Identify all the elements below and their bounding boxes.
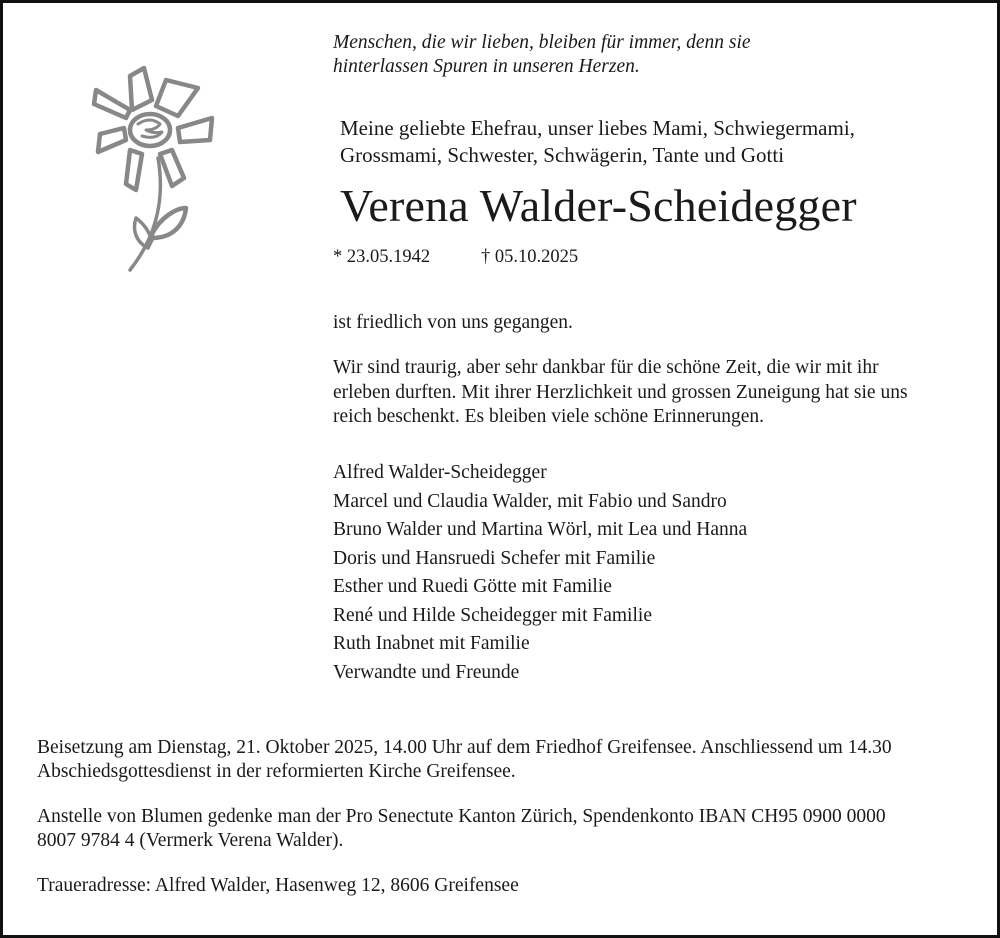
intro-text: [340, 115, 940, 169]
mourner-item: Esther und Ruedi Götte mit Familie: [333, 576, 612, 597]
funeral-line: Beisetzung am Dienstag, 21. Oktober 2025, 14.00 Uhr auf dem Friedhof Greifensee. Anschliessend um 14.30: [37, 737, 892, 758]
motto-quote: [333, 31, 893, 79]
deceased-name: Verena Walder-Scheidegger: [340, 180, 857, 231]
mourners-list: [333, 459, 973, 687]
notice-footer: [37, 736, 977, 919]
flower-center-swirl: [138, 120, 162, 137]
mourning-address: Traueradresse: Alfred Walder, Hasenweg 12, 8606 Greifensee: [37, 875, 519, 896]
life-dates: [333, 245, 579, 269]
donation-line: Anstelle von Blumen gedenke man der Pro Senectute Kanton Zürich, Spendenkonto IBAN CH95 0900 0000: [37, 806, 886, 827]
flower-petal: [126, 150, 142, 190]
mourner-item: Verwandte und Freunde: [333, 661, 520, 683]
intro-line: Meine geliebte Ehefrau, unser liebes Mami, Schwiegermami,: [340, 116, 855, 140]
mourner-item: Alfred Walder-Scheidegger: [333, 462, 547, 483]
flower-stem: [130, 158, 160, 270]
mourner-item: Ruth Inabnet mit Familie: [333, 633, 530, 654]
flower-petal: [130, 68, 152, 110]
flower-petal: [178, 118, 212, 142]
thanks-line: Wir sind traurig, aber sehr dankbar für die schöne Zeit, die wir mit ihr: [333, 357, 879, 378]
mourner-item: Bruno Walder und Martina Wörl, mit Lea und Hanna: [333, 519, 748, 540]
birth-date: * 23.05.1942: [333, 247, 431, 267]
flower-petal: [98, 128, 126, 152]
donation-line: 8007 9784 4 (Vermerk Verena Walder).: [37, 830, 344, 851]
motto-line: Menschen, die wir lieben, bleiben für immer, denn sie: [333, 32, 751, 53]
mourner-item: René und Hilde Scheidegger mit Familie: [333, 604, 652, 626]
flower-petal: [160, 150, 184, 186]
motto-line: hinterlassen Spuren in unseren Herzen.: [333, 56, 640, 77]
intro-line: Grossmami, Schwester, Schwägerin, Tante und Gotti: [340, 143, 785, 167]
death-date: † 05.10.2025: [481, 247, 579, 267]
donation-info: [37, 805, 977, 853]
funeral-line: Abschiedsgottesdienst in der reformierten Kirche Greifensee.: [37, 761, 516, 782]
mourner-item: Marcel und Claudia Walder, mit Fabio und Sandro: [333, 490, 727, 512]
passed-statement: ist friedlich von uns gegangen.: [333, 312, 573, 333]
flower-drawing-icon: [86, 62, 222, 277]
funeral-info: [37, 736, 977, 784]
flower-petal: [156, 80, 198, 116]
thanks-paragraph: [333, 356, 973, 430]
flower-leaf: [135, 218, 153, 248]
flower-petal: [94, 90, 130, 118]
mourner-item: Doris und Hansruedi Schefer mit Familie: [333, 547, 656, 569]
thanks-line: reich beschenkt. Es bleiben viele schöne Erinnerungen.: [333, 406, 765, 427]
thanks-line: erleben durften. Mit ihrer Herzlichkeit und grossen Zuneigung hat sie uns: [333, 381, 908, 403]
